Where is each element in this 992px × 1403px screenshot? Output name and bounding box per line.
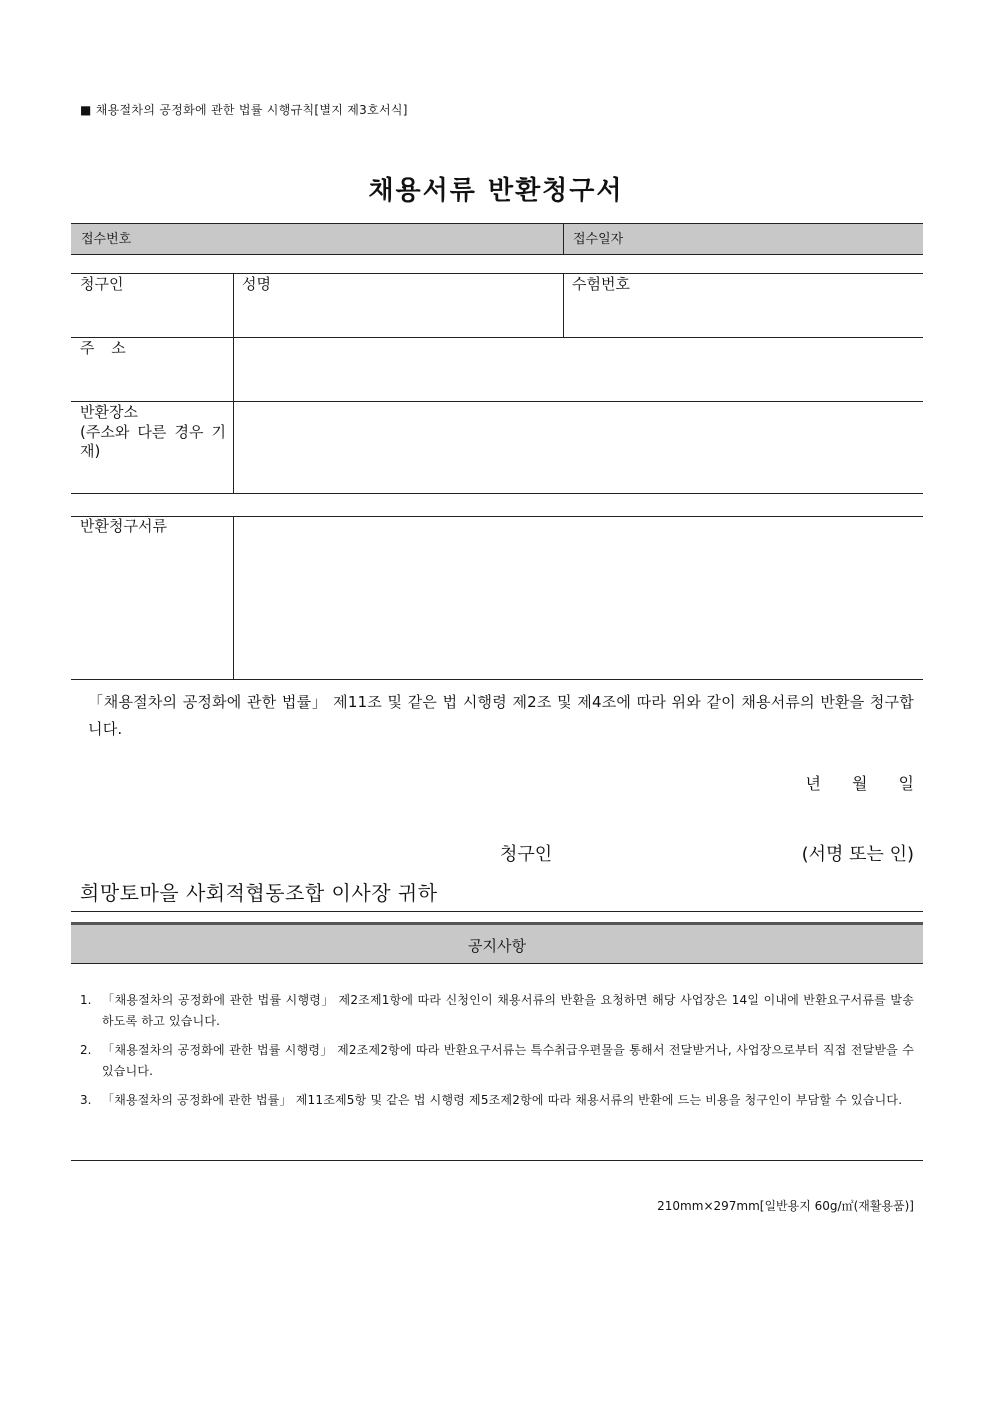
table-line	[71, 679, 923, 680]
date-line: 년 월 일	[805, 774, 914, 793]
form-header-note: ■ 채용절차의 공정화에 관한 법률 시행규칙[별지 제3호서식]	[80, 103, 408, 117]
claimant-signature-label: 청구인	[500, 844, 553, 865]
table-line	[71, 493, 923, 494]
notice-text: 「채용절차의 공정화에 관한 법률 시행령」 제2조제2항에 따라 반환요구서류는 특수취급우편물을 통해서 전달받거나, 사업장으로부터 직접 전달받을 수 있습니다.	[102, 1043, 914, 1078]
addressee-divider	[71, 911, 923, 912]
address-label: 주 소	[80, 339, 132, 357]
declaration-text: 「채용절차의 공정화에 관한 법률」 제11조 및 같은 법 시행령 제2조 및 제4조에 따라 위와 같이 채용서류의 반환을 청구합니다.	[88, 693, 914, 738]
reception-number-label: 접수번호	[81, 232, 132, 247]
form-title: 채용서류 반환청구서	[368, 176, 624, 206]
addressee: 희망토마을 사회적협동조합 이사장 귀하	[80, 881, 438, 905]
notice-text: 「채용절차의 공정화에 관한 법률 시행령」 제2조제1항에 따라 신청인이 채용서류의 반환을 요청하면 해당 사업장은 14일 이내에 반환요구서류를 발송하도록 하고 있습니다.	[102, 993, 914, 1028]
reception-bar	[71, 223, 923, 255]
table-line	[71, 516, 923, 517]
notice-number: 3.	[80, 1093, 92, 1107]
table-divider	[233, 273, 234, 494]
claimant-label: 청구인	[80, 275, 124, 293]
return-place-sublabel: (주소와 다른 경우 기재)	[80, 423, 226, 460]
reception-date-label: 접수일자	[573, 232, 624, 247]
notice-header	[71, 922, 923, 964]
signature-or-seal: (서명 또는 인)	[801, 844, 914, 865]
notice-bottom-line	[71, 1160, 923, 1161]
return-place-label: 반환장소	[80, 403, 138, 421]
table-divider	[233, 516, 234, 680]
documents-label: 반환청구서류	[80, 517, 167, 535]
notice-text: 「채용절차의 공정화에 관한 법률」 제11조제5항 및 같은 법 시행령 제5조제2항에 따라 채용서류의 반환에 드는 비용을 청구인이 부담할 수 있습니다.	[102, 1093, 903, 1107]
notice-title: 공지사항	[468, 937, 526, 955]
reception-divider	[563, 224, 564, 254]
paper-spec: 210mm×297mm[일반용지 60g/㎡(재활용품)]	[657, 1199, 914, 1213]
exam-number-label: 수험번호	[572, 275, 630, 293]
notice-number: 1.	[80, 993, 92, 1007]
table-divider	[563, 273, 564, 337]
table-line	[71, 401, 923, 402]
notice-number: 2.	[80, 1043, 92, 1057]
table-line	[71, 337, 923, 338]
name-label: 성명	[242, 275, 271, 293]
table-line	[71, 273, 923, 274]
